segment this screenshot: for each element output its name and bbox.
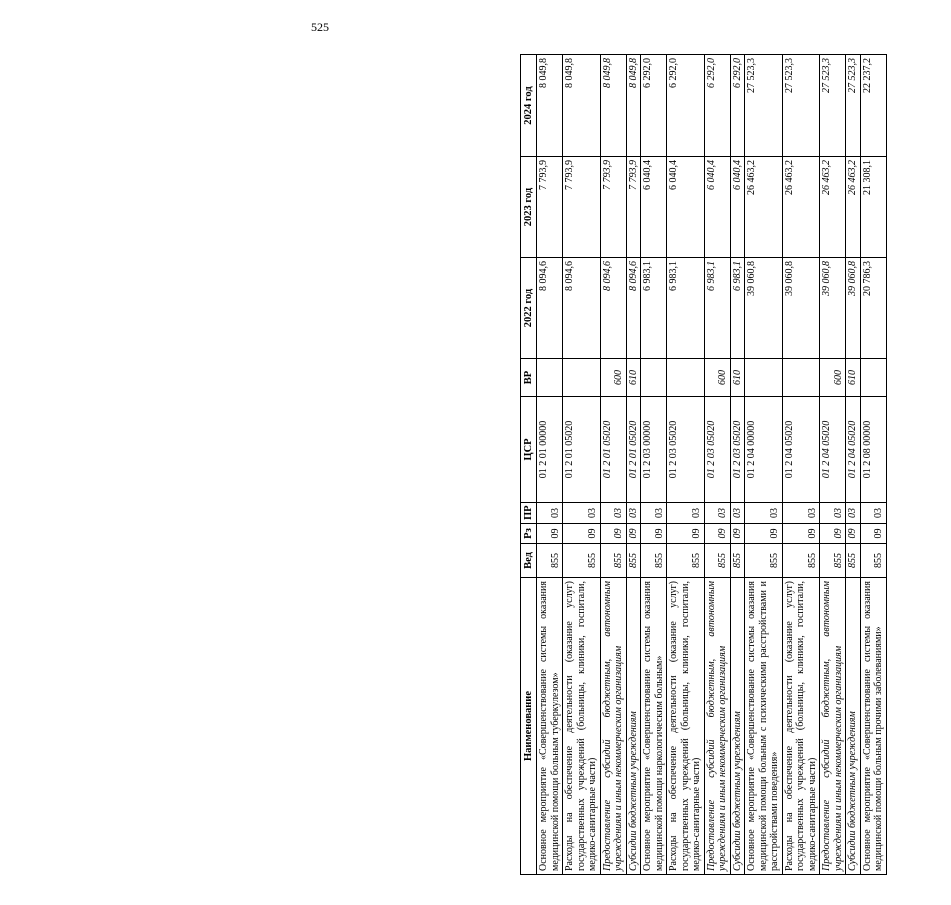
cell-name: Расходы на обеспечение деятельности (оказание услуг) государственных учреждений (больницы, клиники, госпитали, медико-санитарные части): [667, 578, 705, 875]
table-row: [537, 55, 563, 875]
cell-vr: [563, 359, 601, 397]
cell-y2022: 6 983,1: [730, 258, 745, 359]
cell-y2023: 7 793,9: [600, 157, 626, 258]
table-row: [626, 55, 641, 875]
cell-y2024: 6 292,0: [667, 55, 705, 157]
header-vr: ВР: [521, 359, 537, 397]
cell-ved: 855: [600, 544, 626, 578]
cell-y2022: 6 983,1: [667, 258, 705, 359]
cell-name: Субсидии бюджетным учреждениям: [626, 578, 641, 875]
header-ved: Вед: [521, 544, 537, 578]
cell-rz: 09: [745, 524, 783, 544]
cell-vr: 610: [730, 359, 745, 397]
cell-name: Основное мероприятие «Совершенствование системы оказания медицинской помощи больным туберкулезом»: [537, 578, 563, 875]
table-row: [563, 55, 601, 875]
cell-y2024: 8 049,8: [600, 55, 626, 157]
cell-rz: 09: [563, 524, 601, 544]
cell-ved: 855: [730, 544, 745, 578]
cell-rz: 09: [820, 524, 846, 544]
cell-rz: 09: [730, 524, 745, 544]
cell-y2024: 27 523,3: [820, 55, 846, 157]
header-csr: ЦСР: [521, 397, 537, 503]
cell-y2023: 7 793,9: [563, 157, 601, 258]
cell-y2024: 22 237,2: [860, 55, 886, 157]
table-row: [820, 55, 846, 875]
cell-vr: [782, 359, 820, 397]
budget-table: [520, 54, 887, 875]
cell-y2024: 27 523,3: [745, 55, 783, 157]
cell-y2023: 7 793,9: [537, 157, 563, 258]
cell-pr: 03: [860, 503, 886, 524]
cell-rz: 09: [641, 524, 667, 544]
cell-csr: 01 2 04 05020: [820, 397, 846, 503]
cell-y2023: 21 308,1: [860, 157, 886, 258]
cell-pr: 03: [667, 503, 705, 524]
table-row: [782, 55, 820, 875]
cell-rz: 09: [846, 524, 861, 544]
cell-ved: 855: [667, 544, 705, 578]
cell-pr: 03: [782, 503, 820, 524]
cell-y2024: 27 523,3: [846, 55, 861, 157]
cell-rz: 09: [704, 524, 730, 544]
cell-vr: 610: [626, 359, 641, 397]
cell-pr: 03: [820, 503, 846, 524]
cell-ved: 855: [626, 544, 641, 578]
cell-y2022: 8 094,6: [537, 258, 563, 359]
cell-y2024: 6 292,0: [704, 55, 730, 157]
page-number: 525: [311, 20, 329, 34]
cell-y2022: 39 060,8: [820, 258, 846, 359]
cell-y2022: 39 060,8: [782, 258, 820, 359]
cell-rz: 09: [600, 524, 626, 544]
table-row: [704, 55, 730, 875]
cell-vr: 600: [600, 359, 626, 397]
header-pr: ПР: [521, 503, 537, 524]
cell-name: Предоставление субсидий бюджетным, автономным учреждениям и иным некоммерческим организациям: [704, 578, 730, 875]
cell-name: Основное мероприятие «Совершенствование системы оказания медицинской помощи больным прочими заболеваниями»: [860, 578, 886, 875]
cell-csr: 01 2 03 00000: [641, 397, 667, 503]
cell-pr: 03: [600, 503, 626, 524]
cell-vr: 610: [846, 359, 861, 397]
cell-csr: 01 2 04 05020: [782, 397, 820, 503]
cell-csr: 01 2 04 00000: [745, 397, 783, 503]
cell-y2023: 6 040,4: [730, 157, 745, 258]
cell-rz: 09: [537, 524, 563, 544]
cell-vr: [860, 359, 886, 397]
cell-csr: 01 2 04 05020: [846, 397, 861, 503]
cell-name: Субсидии бюджетным учреждениям: [846, 578, 861, 875]
cell-y2024: 6 292,0: [641, 55, 667, 157]
table-row: [641, 55, 667, 875]
cell-rz: 09: [667, 524, 705, 544]
cell-name: Расходы на обеспечение деятельности (оказание услуг) государственных учреждений (больницы, клиники, госпитали, медико-санитарные части): [563, 578, 601, 875]
cell-y2022: 39 060,8: [846, 258, 861, 359]
cell-ved: 855: [846, 544, 861, 578]
cell-ved: 855: [563, 544, 601, 578]
header-2023: 2023 год: [521, 157, 537, 258]
cell-ved: 855: [860, 544, 886, 578]
cell-vr: [745, 359, 783, 397]
cell-vr: 600: [820, 359, 846, 397]
cell-name: Предоставление субсидий бюджетным, автономным учреждениям и иным некоммерческим организациям: [820, 578, 846, 875]
cell-y2023: 6 040,4: [641, 157, 667, 258]
header-2022: 2022 год: [521, 258, 537, 359]
rotated-table-container: [520, 55, 951, 875]
cell-y2023: 7 793,9: [626, 157, 641, 258]
cell-y2022: 6 983,1: [641, 258, 667, 359]
cell-csr: 01 2 03 05020: [704, 397, 730, 503]
cell-y2022: 6 983,1: [704, 258, 730, 359]
cell-csr: 01 2 08 00000: [860, 397, 886, 503]
cell-name: Предоставление субсидий бюджетным, автономным учреждениям и иным некоммерческим организациям: [600, 578, 626, 875]
cell-name: Основное мероприятие «Совершенствование системы оказания медицинской помощи больным с психическими расстройствами и расстройствами поведения»: [745, 578, 783, 875]
table-header-row: [521, 55, 537, 875]
cell-y2022: 39 060,8: [745, 258, 783, 359]
cell-csr: 01 2 01 05020: [626, 397, 641, 503]
cell-csr: 01 2 01 00000: [537, 397, 563, 503]
cell-ved: 855: [782, 544, 820, 578]
cell-y2023: 26 463,2: [745, 157, 783, 258]
table-row: [860, 55, 886, 875]
cell-y2023: 6 040,4: [667, 157, 705, 258]
cell-y2023: 26 463,2: [782, 157, 820, 258]
cell-vr: 600: [704, 359, 730, 397]
header-2024: 2024 год: [521, 55, 537, 157]
cell-y2022: 8 094,6: [600, 258, 626, 359]
cell-ved: 855: [745, 544, 783, 578]
cell-name: Расходы на обеспечение деятельности (оказание услуг) государственных учреждений (больницы, клиники, госпитали, медико-санитарные части): [782, 578, 820, 875]
cell-rz: 09: [782, 524, 820, 544]
cell-name: Основное мероприятие «Совершенствование системы оказания медицинской помощи наркологическим больным»: [641, 578, 667, 875]
table-row: [600, 55, 626, 875]
header-name: Наименование: [521, 578, 537, 875]
cell-csr: 01 2 01 05020: [600, 397, 626, 503]
cell-pr: 03: [704, 503, 730, 524]
header-rz: Рз: [521, 524, 537, 544]
cell-vr: [641, 359, 667, 397]
cell-csr: 01 2 03 05020: [667, 397, 705, 503]
cell-y2022: 8 094,6: [563, 258, 601, 359]
cell-name: Субсидии бюджетным учреждениям: [730, 578, 745, 875]
cell-vr: [537, 359, 563, 397]
cell-y2024: 27 523,3: [782, 55, 820, 157]
cell-ved: 855: [641, 544, 667, 578]
cell-vr: [667, 359, 705, 397]
cell-pr: 03: [846, 503, 861, 524]
table-row: [846, 55, 861, 875]
table-row: [730, 55, 745, 875]
cell-y2023: 26 463,2: [846, 157, 861, 258]
cell-y2022: 8 094,6: [626, 258, 641, 359]
cell-pr: 03: [730, 503, 745, 524]
cell-pr: 03: [537, 503, 563, 524]
cell-y2023: 26 463,2: [820, 157, 846, 258]
cell-ved: 855: [704, 544, 730, 578]
cell-y2023: 6 040,4: [704, 157, 730, 258]
cell-y2024: 8 049,8: [537, 55, 563, 157]
cell-y2024: 8 049,8: [626, 55, 641, 157]
table-row: [667, 55, 705, 875]
cell-csr: 01 2 03 05020: [730, 397, 745, 503]
cell-y2024: 6 292,0: [730, 55, 745, 157]
cell-csr: 01 2 01 05020: [563, 397, 601, 503]
cell-ved: 855: [820, 544, 846, 578]
cell-pr: 03: [626, 503, 641, 524]
cell-pr: 03: [563, 503, 601, 524]
cell-pr: 03: [745, 503, 783, 524]
cell-rz: 09: [860, 524, 886, 544]
cell-y2022: 20 786,3: [860, 258, 886, 359]
cell-rz: 09: [626, 524, 641, 544]
table-row: [745, 55, 783, 875]
cell-y2024: 8 049,8: [563, 55, 601, 157]
cell-pr: 03: [641, 503, 667, 524]
cell-ved: 855: [537, 544, 563, 578]
